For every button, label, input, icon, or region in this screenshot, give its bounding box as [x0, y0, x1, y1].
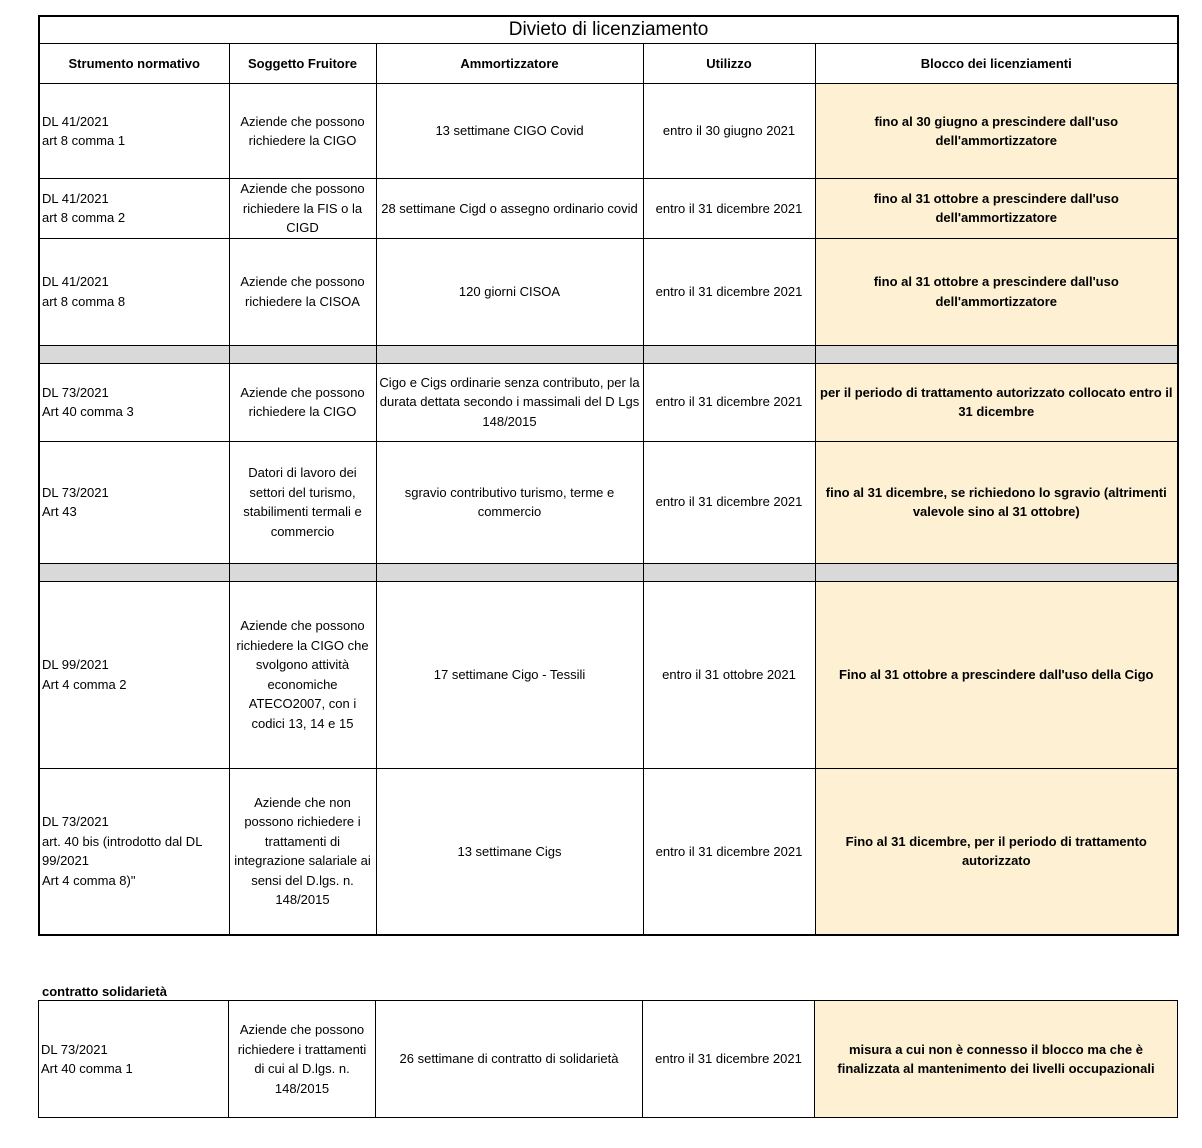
divieto-table — [38, 15, 1179, 936]
cell-ammortizzatore: sgravio contributivo turismo, terme e commercio — [376, 441, 643, 563]
header-soggetto: Soggetto Fruitore — [229, 44, 376, 84]
cell-blocco: fino al 31 ottobre a prescindere dall'uso dell'ammortizzatore — [815, 238, 1178, 345]
cell-blocco: fino al 31 ottobre a prescindere dall'uso dell'ammortizzatore — [815, 179, 1178, 239]
cell-soggetto: Aziende che possono richiedere la CIGO — [229, 84, 376, 179]
cell-strumento: DL 73/2021 Art 43 — [39, 441, 229, 563]
cell-blocco: misura a cui non è connesso il blocco ma che è finalizzata al mantenimento dei livelli occupazionali — [815, 1001, 1178, 1118]
cell-blocco: Fino al 31 ottobre a prescindere dall'uso della Cigo — [815, 581, 1178, 768]
cell-ammortizzatore: 28 settimane Cigd o assegno ordinario covid — [376, 179, 643, 239]
cell-strumento: DL 41/2021 art 8 comma 8 — [39, 238, 229, 345]
cell-utilizzo: entro il 31 dicembre 2021 — [643, 1001, 815, 1118]
solidarieta-table-container — [38, 1000, 1177, 1118]
cell-utilizzo: entro il 31 dicembre 2021 — [643, 179, 815, 239]
header-strumento: Strumento normativo — [39, 44, 229, 84]
main-table-container — [38, 15, 1177, 936]
cell-strumento: DL 73/2021 art. 40 bis (introdotto dal DL 99/2021 Art 4 comma 8)" — [39, 768, 229, 935]
table-row — [39, 363, 1178, 441]
cell-strumento: DL 99/2021 Art 4 comma 2 — [39, 581, 229, 768]
table-row — [39, 581, 1178, 768]
cell-blocco: fino al 30 giugno a prescindere dall'uso dell'ammortizzatore — [815, 84, 1178, 179]
table-row — [39, 768, 1178, 935]
cell-blocco: fino al 31 dicembre, se richiedono lo sgravio (altrimenti valevole sino al 31 ottobre) — [815, 441, 1178, 563]
cell-soggetto: Aziende che possono richiedere la CIGO che svolgono attività economiche ATECO2007, con i codici 13, 14 e 15 — [229, 581, 376, 768]
cell-utilizzo: entro il 31 dicembre 2021 — [643, 363, 815, 441]
solidarieta-table — [38, 1000, 1178, 1118]
table-row — [39, 84, 1178, 179]
cell-utilizzo: entro il 30 giugno 2021 — [643, 84, 815, 179]
cell-strumento: DL 73/2021 Art 40 comma 1 — [39, 1001, 229, 1118]
header-blocco: Blocco dei licenziamenti — [815, 44, 1178, 84]
cell-blocco: Fino al 31 dicembre, per il periodo di trattamento autorizzato — [815, 768, 1178, 935]
header-ammortizzatore: Ammortizzatore — [376, 44, 643, 84]
cell-soggetto: Aziende che non possono richiedere i trattamenti di integrazione salariale ai sensi del D.lgs. n. 148/2015 — [229, 768, 376, 935]
cell-utilizzo: entro il 31 dicembre 2021 — [643, 238, 815, 345]
table-row — [39, 1001, 1178, 1118]
cell-strumento: DL 73/2021 Art 40 comma 3 — [39, 363, 229, 441]
cell-soggetto: Aziende che possono richiedere i trattamenti di cui al D.lgs. n. 148/2015 — [229, 1001, 376, 1118]
cell-ammortizzatore: 17 settimane Cigo - Tessili — [376, 581, 643, 768]
cell-ammortizzatore: 13 settimane CIGO Covid — [376, 84, 643, 179]
section-label: contratto solidarietà — [42, 984, 167, 999]
cell-soggetto: Aziende che possono richiedere la FIS o la CIGD — [229, 179, 376, 239]
table-row — [39, 238, 1178, 345]
cell-blocco: per il periodo di trattamento autorizzato collocato entro il 31 dicembre — [815, 363, 1178, 441]
cell-strumento: DL 41/2021 art 8 comma 2 — [39, 179, 229, 239]
cell-utilizzo: entro il 31 dicembre 2021 — [643, 441, 815, 563]
table-row — [39, 179, 1178, 239]
cell-soggetto: Aziende che possono richiedere la CIGO — [229, 363, 376, 441]
table-row — [39, 441, 1178, 563]
cell-utilizzo: entro il 31 dicembre 2021 — [643, 768, 815, 935]
cell-ammortizzatore: 26 settimane di contratto di solidarietà — [376, 1001, 643, 1118]
table-title: Divieto di licenziamento — [39, 16, 1178, 44]
cell-strumento: DL 41/2021 art 8 comma 1 — [39, 84, 229, 179]
cell-utilizzo: entro il 31 ottobre 2021 — [643, 581, 815, 768]
cell-ammortizzatore: Cigo e Cigs ordinarie senza contributo, per la durata dettata secondo i massimali del D Lgs 148/2015 — [376, 363, 643, 441]
separator-row — [39, 345, 1178, 363]
cell-soggetto: Datori di lavoro dei settori del turismo, stabilimenti termali e commercio — [229, 441, 376, 563]
cell-soggetto: Aziende che possono richiedere la CISOA — [229, 238, 376, 345]
separator-row — [39, 563, 1178, 581]
cell-ammortizzatore: 120 giorni CISOA — [376, 238, 643, 345]
cell-ammortizzatore: 13 settimane Cigs — [376, 768, 643, 935]
header-utilizzo: Utilizzo — [643, 44, 815, 84]
